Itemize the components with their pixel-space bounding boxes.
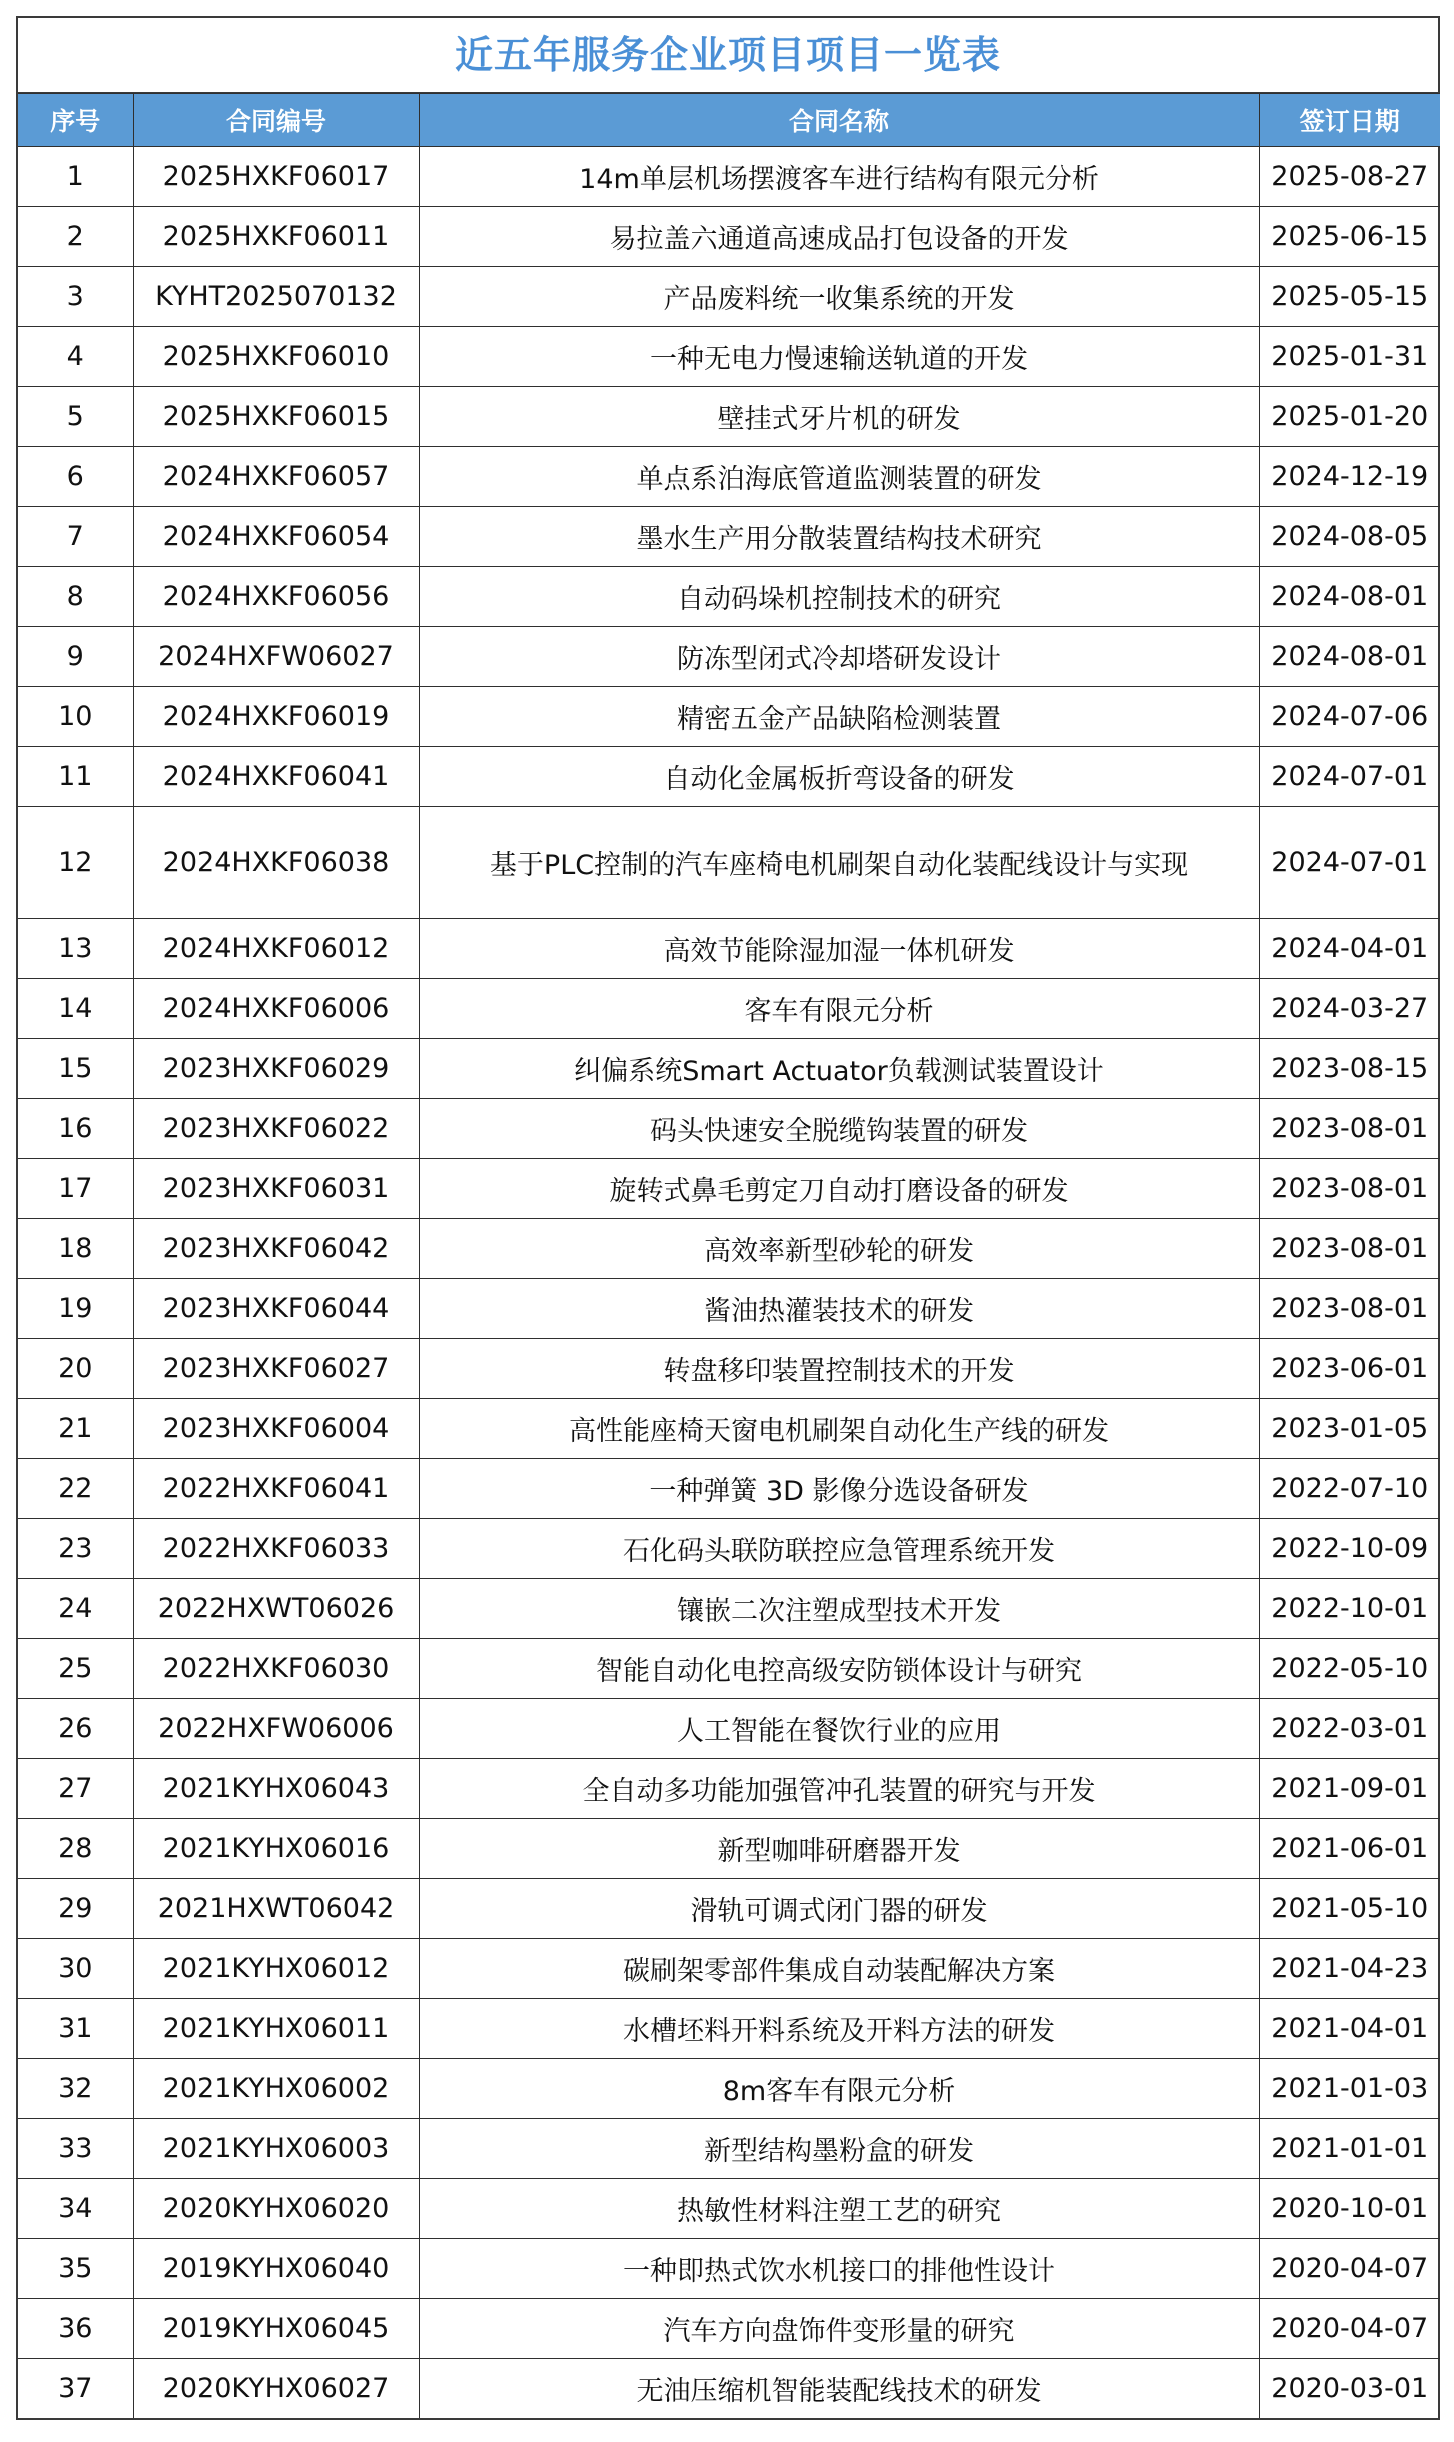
cell-contract-name: 新型咖啡研磨器开发: [419, 1819, 1259, 1879]
cell-serial-no: 27: [18, 1759, 133, 1819]
cell-contract-no: 2021KYHX06016: [133, 1819, 419, 1879]
cell-serial-no: 20: [18, 1339, 133, 1399]
cell-sign-date: 2021-09-01: [1259, 1759, 1440, 1819]
cell-serial-no: 14: [18, 979, 133, 1039]
table-row: [18, 1159, 1440, 1219]
cell-contract-name: 全自动多功能加强管冲孔装置的研究与开发: [419, 1759, 1259, 1819]
table-row: [18, 1579, 1440, 1639]
cell-serial-no: 13: [18, 919, 133, 979]
cell-sign-date: 2024-04-01: [1259, 919, 1440, 979]
cell-serial-no: 24: [18, 1579, 133, 1639]
header-contract-name: 合同名称: [419, 94, 1259, 147]
table-row: [18, 687, 1440, 747]
cell-sign-date: 2020-03-01: [1259, 2359, 1440, 2419]
cell-contract-no: 2024HXKF06041: [133, 747, 419, 807]
cell-serial-no: 9: [18, 627, 133, 687]
cell-contract-no: KYHT2025070132: [133, 267, 419, 327]
cell-sign-date: 2021-01-03: [1259, 2059, 1440, 2119]
cell-contract-name: 自动化金属板折弯设备的研发: [419, 747, 1259, 807]
cell-contract-no: 2023HXKF06004: [133, 1399, 419, 1459]
cell-sign-date: 2021-06-01: [1259, 1819, 1440, 1879]
cell-contract-no: 2023HXKF06044: [133, 1279, 419, 1339]
cell-sign-date: 2022-10-01: [1259, 1579, 1440, 1639]
cell-contract-name: 酱油热灌装技术的研发: [419, 1279, 1259, 1339]
cell-contract-no: 2021KYHX06003: [133, 2119, 419, 2179]
cell-contract-no: 2022HXKF06030: [133, 1639, 419, 1699]
cell-contract-name: 汽车方向盘饰件变形量的研究: [419, 2299, 1259, 2359]
cell-serial-no: 22: [18, 1459, 133, 1519]
cell-serial-no: 36: [18, 2299, 133, 2359]
cell-sign-date: 2024-07-06: [1259, 687, 1440, 747]
cell-serial-no: 23: [18, 1519, 133, 1579]
table-row: [18, 447, 1440, 507]
cell-contract-no: 2021KYHX06002: [133, 2059, 419, 2119]
cell-sign-date: 2025-01-31: [1259, 327, 1440, 387]
cell-contract-no: 2024HXKF06012: [133, 919, 419, 979]
cell-sign-date: 2025-05-15: [1259, 267, 1440, 327]
cell-sign-date: 2025-06-15: [1259, 207, 1440, 267]
table-row: [18, 1219, 1440, 1279]
cell-contract-name: 一种弹簧 3D 影像分选设备研发: [419, 1459, 1259, 1519]
cell-contract-name: 8m客车有限元分析: [419, 2059, 1259, 2119]
cell-serial-no: 31: [18, 1999, 133, 2059]
cell-contract-name: 自动码垛机控制技术的研究: [419, 567, 1259, 627]
cell-contract-no: 2023HXKF06031: [133, 1159, 419, 1219]
cell-contract-no: 2024HXFW06027: [133, 627, 419, 687]
cell-sign-date: 2025-08-27: [1259, 147, 1440, 207]
table-row: [18, 1939, 1440, 1999]
cell-contract-name: 碳刷架零部件集成自动装配解决方案: [419, 1939, 1259, 1999]
cell-serial-no: 16: [18, 1099, 133, 1159]
cell-contract-no: 2019KYHX06040: [133, 2239, 419, 2299]
cell-contract-name: 易拉盖六通道高速成品打包设备的开发: [419, 207, 1259, 267]
table-row: [18, 507, 1440, 567]
cell-sign-date: 2023-08-01: [1259, 1219, 1440, 1279]
cell-sign-date: 2022-10-09: [1259, 1519, 1440, 1579]
cell-serial-no: 4: [18, 327, 133, 387]
cell-sign-date: 2020-10-01: [1259, 2179, 1440, 2239]
cell-sign-date: 2024-07-01: [1259, 807, 1440, 919]
cell-contract-name: 滑轨可调式闭门器的研发: [419, 1879, 1259, 1939]
cell-contract-no: 2022HXFW06006: [133, 1699, 419, 1759]
table-row: [18, 1279, 1440, 1339]
cell-sign-date: 2021-04-23: [1259, 1939, 1440, 1999]
header-contract-no: 合同编号: [133, 94, 419, 147]
cell-sign-date: 2024-03-27: [1259, 979, 1440, 1039]
project-table: [18, 93, 1440, 2418]
cell-serial-no: 25: [18, 1639, 133, 1699]
cell-serial-no: 2: [18, 207, 133, 267]
table-row: [18, 1099, 1440, 1159]
cell-contract-name: 防冻型闭式冷却塔研发设计: [419, 627, 1259, 687]
cell-serial-no: 10: [18, 687, 133, 747]
table-row: [18, 2059, 1440, 2119]
cell-contract-name: 石化码头联防联控应急管理系统开发: [419, 1519, 1259, 1579]
cell-sign-date: 2022-03-01: [1259, 1699, 1440, 1759]
cell-serial-no: 15: [18, 1039, 133, 1099]
table-row: [18, 1999, 1440, 2059]
cell-contract-no: 2024HXKF06056: [133, 567, 419, 627]
cell-contract-name: 14m单层机场摆渡客车进行结构有限元分析: [419, 147, 1259, 207]
table-row: [18, 1699, 1440, 1759]
cell-contract-no: 2019KYHX06045: [133, 2299, 419, 2359]
project-list-sheet: [16, 16, 1440, 2420]
table-row: [18, 2119, 1440, 2179]
cell-contract-no: 2021HXWT06042: [133, 1879, 419, 1939]
cell-contract-no: 2023HXKF06042: [133, 1219, 419, 1279]
cell-contract-name: 热敏性材料注塑工艺的研究: [419, 2179, 1259, 2239]
cell-contract-name: 镶嵌二次注塑成型技术开发: [419, 1579, 1259, 1639]
cell-contract-name: 基于PLC控制的汽车座椅电机刷架自动化装配线设计与实现: [419, 807, 1259, 919]
cell-contract-no: 2020KYHX06027: [133, 2359, 419, 2419]
cell-contract-name: 客车有限元分析: [419, 979, 1259, 1039]
cell-serial-no: 29: [18, 1879, 133, 1939]
cell-contract-name: 墨水生产用分散装置结构技术研究: [419, 507, 1259, 567]
cell-serial-no: 5: [18, 387, 133, 447]
table-row: [18, 387, 1440, 447]
cell-serial-no: 28: [18, 1819, 133, 1879]
header-serial-no: 序号: [18, 94, 133, 147]
cell-contract-no: 2021KYHX06043: [133, 1759, 419, 1819]
cell-sign-date: 2023-08-15: [1259, 1039, 1440, 1099]
table-header-row: [18, 94, 1440, 147]
table-row: [18, 747, 1440, 807]
cell-sign-date: 2021-04-01: [1259, 1999, 1440, 2059]
cell-serial-no: 18: [18, 1219, 133, 1279]
table-row: [18, 147, 1440, 207]
table-row: [18, 1339, 1440, 1399]
cell-sign-date: 2024-08-01: [1259, 627, 1440, 687]
cell-contract-name: 新型结构墨粉盒的研发: [419, 2119, 1259, 2179]
table-row: [18, 807, 1440, 919]
cell-contract-name: 转盘移印装置控制技术的开发: [419, 1339, 1259, 1399]
table-row: [18, 2359, 1440, 2419]
cell-sign-date: 2023-08-01: [1259, 1099, 1440, 1159]
table-row: [18, 2179, 1440, 2239]
cell-contract-no: 2023HXKF06022: [133, 1099, 419, 1159]
cell-serial-no: 34: [18, 2179, 133, 2239]
page-title: 近五年服务企业项目项目一览表: [18, 18, 1438, 93]
cell-contract-no: 2021KYHX06011: [133, 1999, 419, 2059]
table-row: [18, 327, 1440, 387]
table-row: [18, 207, 1440, 267]
cell-sign-date: 2020-04-07: [1259, 2299, 1440, 2359]
table-row: [18, 1039, 1440, 1099]
cell-contract-no: 2023HXKF06027: [133, 1339, 419, 1399]
cell-serial-no: 6: [18, 447, 133, 507]
table-row: [18, 1819, 1440, 1879]
cell-sign-date: 2020-04-07: [1259, 2239, 1440, 2299]
table-row: [18, 2299, 1440, 2359]
cell-sign-date: 2024-12-19: [1259, 447, 1440, 507]
cell-contract-name: 高性能座椅天窗电机刷架自动化生产线的研发: [419, 1399, 1259, 1459]
cell-serial-no: 19: [18, 1279, 133, 1339]
cell-contract-no: 2025HXKF06017: [133, 147, 419, 207]
cell-contract-no: 2021KYHX06012: [133, 1939, 419, 1999]
table-row: [18, 1519, 1440, 1579]
cell-sign-date: 2023-08-01: [1259, 1159, 1440, 1219]
table-row: [18, 567, 1440, 627]
cell-contract-name: 产品废料统一收集系统的开发: [419, 267, 1259, 327]
cell-contract-name: 单点系泊海底管道监测装置的研发: [419, 447, 1259, 507]
cell-serial-no: 3: [18, 267, 133, 327]
cell-serial-no: 33: [18, 2119, 133, 2179]
cell-serial-no: 37: [18, 2359, 133, 2419]
cell-contract-name: 精密五金产品缺陷检测装置: [419, 687, 1259, 747]
table-row: [18, 1399, 1440, 1459]
table-body: [18, 147, 1440, 2419]
cell-contract-no: 2024HXKF06019: [133, 687, 419, 747]
cell-contract-name: 无油压缩机智能装配线技术的研发: [419, 2359, 1259, 2419]
cell-contract-name: 旋转式鼻毛剪定刀自动打磨设备的研发: [419, 1159, 1259, 1219]
table-row: [18, 2239, 1440, 2299]
cell-contract-no: 2022HXKF06033: [133, 1519, 419, 1579]
cell-contract-name: 壁挂式牙片机的研发: [419, 387, 1259, 447]
cell-serial-no: 8: [18, 567, 133, 627]
cell-sign-date: 2024-08-05: [1259, 507, 1440, 567]
cell-sign-date: 2023-06-01: [1259, 1339, 1440, 1399]
cell-contract-no: 2020KYHX06020: [133, 2179, 419, 2239]
cell-sign-date: 2023-01-05: [1259, 1399, 1440, 1459]
cell-serial-no: 12: [18, 807, 133, 919]
cell-contract-no: 2024HXKF06054: [133, 507, 419, 567]
cell-sign-date: 2025-01-20: [1259, 387, 1440, 447]
cell-contract-name: 水槽坯料开料系统及开料方法的研发: [419, 1999, 1259, 2059]
cell-contract-no: 2024HXKF06038: [133, 807, 419, 919]
cell-contract-no: 2022HXKF06041: [133, 1459, 419, 1519]
cell-contract-name: 一种即热式饮水机接口的排他性设计: [419, 2239, 1259, 2299]
cell-serial-no: 26: [18, 1699, 133, 1759]
cell-contract-name: 码头快速安全脱缆钩装置的研发: [419, 1099, 1259, 1159]
cell-serial-no: 11: [18, 747, 133, 807]
cell-sign-date: 2021-05-10: [1259, 1879, 1440, 1939]
cell-contract-name: 高效节能除湿加湿一体机研发: [419, 919, 1259, 979]
cell-contract-no: 2022HXWT06026: [133, 1579, 419, 1639]
cell-sign-date: 2024-08-01: [1259, 567, 1440, 627]
cell-contract-name: 一种无电力慢速输送轨道的开发: [419, 327, 1259, 387]
cell-contract-no: 2025HXKF06011: [133, 207, 419, 267]
table-row: [18, 1639, 1440, 1699]
cell-sign-date: 2022-05-10: [1259, 1639, 1440, 1699]
cell-serial-no: 21: [18, 1399, 133, 1459]
cell-serial-no: 17: [18, 1159, 133, 1219]
cell-contract-no: 2025HXKF06015: [133, 387, 419, 447]
cell-contract-no: 2025HXKF06010: [133, 327, 419, 387]
cell-contract-name: 高效率新型砂轮的研发: [419, 1219, 1259, 1279]
header-sign-date: 签订日期: [1259, 94, 1440, 147]
cell-serial-no: 1: [18, 147, 133, 207]
table-row: [18, 1759, 1440, 1819]
cell-contract-name: 智能自动化电控高级安防锁体设计与研究: [419, 1639, 1259, 1699]
table-row: [18, 1879, 1440, 1939]
table-row: [18, 267, 1440, 327]
cell-serial-no: 35: [18, 2239, 133, 2299]
cell-contract-no: 2023HXKF06029: [133, 1039, 419, 1099]
cell-contract-name: 人工智能在餐饮行业的应用: [419, 1699, 1259, 1759]
cell-serial-no: 7: [18, 507, 133, 567]
table-row: [18, 919, 1440, 979]
cell-sign-date: 2021-01-01: [1259, 2119, 1440, 2179]
cell-contract-name: 纠偏系统Smart Actuator负载测试装置设计: [419, 1039, 1259, 1099]
cell-contract-no: 2024HXKF06057: [133, 447, 419, 507]
table-row: [18, 627, 1440, 687]
cell-serial-no: 30: [18, 1939, 133, 1999]
table-row: [18, 979, 1440, 1039]
cell-serial-no: 32: [18, 2059, 133, 2119]
cell-contract-no: 2024HXKF06006: [133, 979, 419, 1039]
cell-sign-date: 2024-07-01: [1259, 747, 1440, 807]
table-row: [18, 1459, 1440, 1519]
cell-sign-date: 2022-07-10: [1259, 1459, 1440, 1519]
cell-sign-date: 2023-08-01: [1259, 1279, 1440, 1339]
